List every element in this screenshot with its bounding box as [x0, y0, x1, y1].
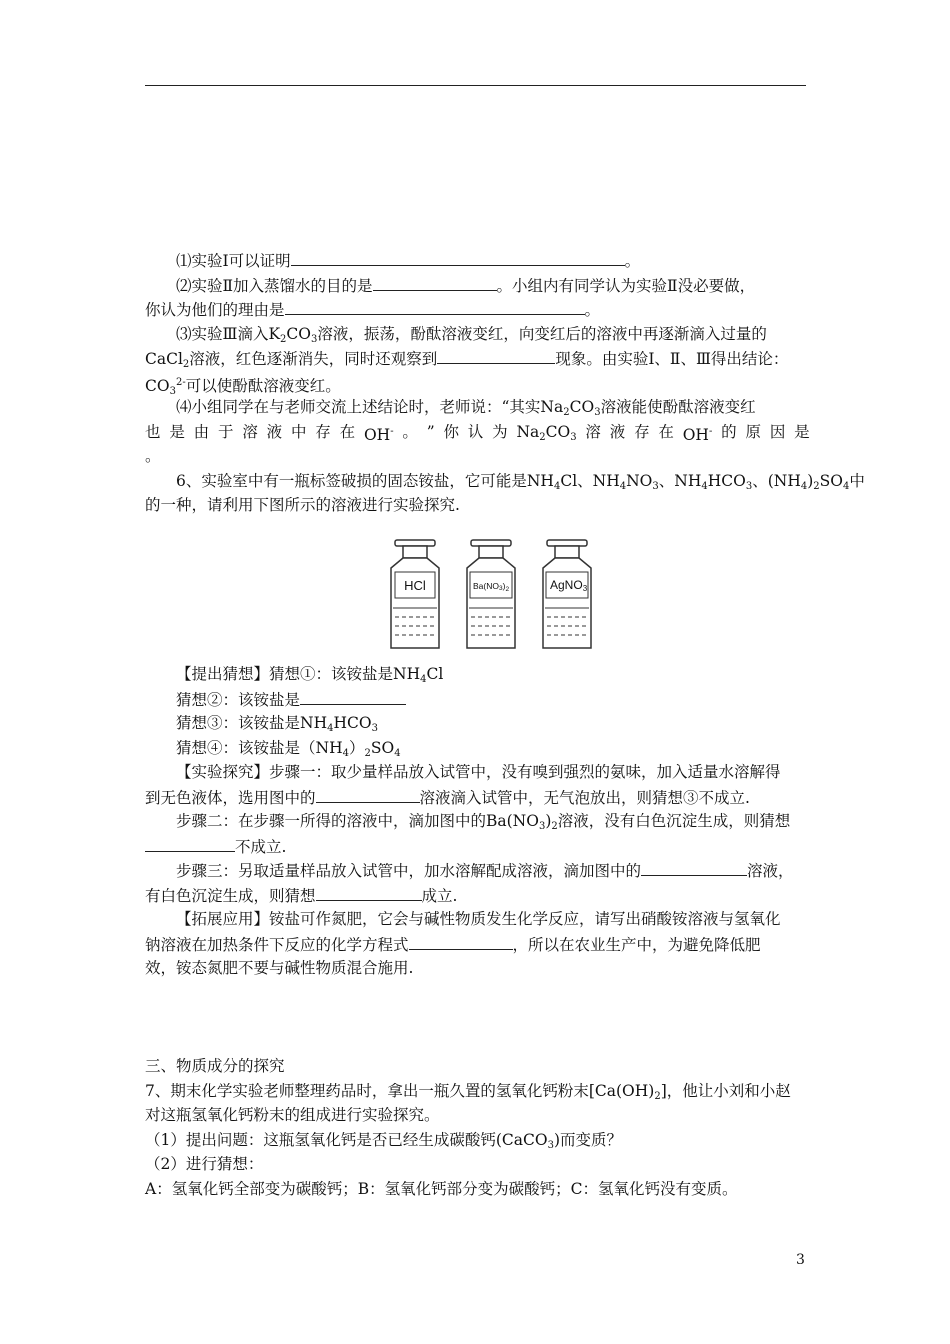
answer-blank[interactable]	[300, 687, 406, 705]
experiment-step-2-cont: 不成立.	[145, 834, 810, 859]
svg-text:Ba(NO3)2: $Ba(NO3)_2$	[473, 581, 510, 593]
q5-part2-cont: 你认为他们的理由是 。	[145, 297, 810, 322]
q7-hypothesis: （2）进行猜想：	[145, 1155, 264, 1173]
answer-blank[interactable]	[437, 346, 555, 364]
experiment-step-1: 【实验探究】步骤一：取少量样品放入试管中，没有嗅到强烈的氨味，加入适量水溶解得	[176, 763, 781, 781]
q5-part3-cont: CaCl$_2$溶液，红色逐渐消失，同时还观察到 现象。由实验Ⅰ、Ⅱ、Ⅲ得出结论：	[145, 346, 810, 371]
answer-blank[interactable]	[285, 297, 585, 315]
answer-blank[interactable]	[373, 273, 497, 291]
header-rule	[145, 85, 806, 86]
q6-intro: 6、实验室中有一瓶标签破损的固态铵盐，它可能是$NH_4Cl$、$NH_4NO_3$、$NH_4HCO_3$、$(NH_4)_2SO_4$中	[176, 471, 865, 492]
extension-application-cont: 钠溶液在加热条件下反应的化学方程式 ，所以在农业生产中，为避免降低肥	[145, 932, 810, 957]
q5-part4-justified: 也 是 由 于 溶 液 中 存 在 OH- 。 ” 你 认 为 $Na_2CO_3$ 溶 液 存 在 OH- 的 原 因 是	[145, 422, 810, 444]
q5-part2: ⑵实验Ⅱ加入蒸馏水的目的是 。小组内有同学认为实验Ⅱ没必要做，	[145, 273, 810, 298]
reagent-bottles-figure	[145, 542, 810, 662]
page-number: 3	[796, 1252, 805, 1268]
extension-application: 【拓展应用】铵盐可作氮肥，它会与碱性物质发生化学反应，请写出硝酸铵溶液与氢氧化	[176, 910, 781, 928]
q7-intro-cont: 对这瓶氢氧化钙粉末的组成进行实验探究。	[145, 1106, 440, 1124]
document-body	[145, 248, 865, 1201]
q6-intro-cont: 的一种，请利用下图所示的溶液进行实验探究.	[145, 496, 460, 514]
answer-blank[interactable]	[316, 883, 422, 901]
q5-part3-conclusion: $CO_3^{2-}$可以使酚酞溶液变红。	[145, 376, 341, 397]
answer-blank[interactable]	[145, 834, 235, 852]
bottle-label-hcl: HCl	[404, 578, 426, 593]
guess-2: 猜想②：该铵盐是	[145, 687, 810, 712]
answer-blank[interactable]	[316, 785, 420, 803]
experiment-step-3-cont: 有白色沉淀生成，则猜想 成立.	[145, 883, 810, 908]
experiment-step-3: 步骤三：另取适量样品放入试管中，加水溶解配成溶液，滴加图中的 溶液，	[145, 858, 810, 883]
extension-application-end: 效，铵态氮肥不要与碱性物质混合施用.	[145, 959, 414, 977]
bottle-agno3	[543, 540, 591, 648]
experiment-step-1-cont: 到无色液体，选用图中的 溶液滴入试管中，无气泡放出，则猜想③不成立.	[145, 785, 810, 810]
bottle-label-agno3: AgNO	[550, 578, 583, 592]
q5-part4: ⑷小组同学在与老师交流上述结论时，老师说：“其实$Na_2CO_3$溶液能使酚酞溶液变红	[176, 398, 756, 418]
bottle-ba-no3	[467, 540, 515, 648]
q5-part4-end: 。	[145, 447, 161, 465]
guess-1: 【提出猜想】猜想①：该铵盐是$NH_4Cl$	[176, 665, 444, 685]
guess-3: 猜想③：该铵盐是$NH_4HCO_3$	[176, 714, 378, 734]
answer-blank[interactable]	[409, 932, 513, 950]
answer-blank[interactable]	[641, 858, 747, 876]
guess-4: 猜想④：该铵盐是$(NH_4)_2SO_4$	[176, 738, 401, 759]
section-3-heading: 三、物质成分的探究	[145, 1057, 285, 1075]
q7-options: A：氢氧化钙全部变为碳酸钙；B：氢氧化钙部分变为碳酸钙；C：氢氧化钙没有变质。	[145, 1179, 738, 1198]
reagent-bottles-svg	[381, 538, 611, 658]
experiment-step-2: 步骤二：在步骤一所得的溶液中，滴加图中的$Ba(NO_3)_2$溶液，没有白色沉淀生成，则猜想	[176, 812, 791, 832]
svg-text:AgNO3: AgNO3	[550, 578, 588, 593]
bottle-hcl	[391, 540, 439, 648]
q5-part1: ⑴实验Ⅰ可以证明 。	[145, 248, 810, 273]
q5-part3: ⑶实验Ⅲ滴入$K_2CO_3$溶液，振荡，酚酞溶液变红，向变红后的溶液中再逐渐滴入过量的	[176, 324, 767, 345]
bottle-label-ba-no3: Ba(NO	[473, 581, 499, 591]
q7-question: （1）提出问题：这瓶氢氧化钙是否已经生成碳酸钙(CaCO$_3$)而变质？	[145, 1130, 623, 1151]
answer-blank[interactable]	[291, 248, 625, 266]
q7-intro: 7、期末化学实验老师整理药品时，拿出一瓶久置的氢氧化钙粉末$[Ca(OH)_2]$，他让小刘和小赵	[145, 1081, 791, 1102]
